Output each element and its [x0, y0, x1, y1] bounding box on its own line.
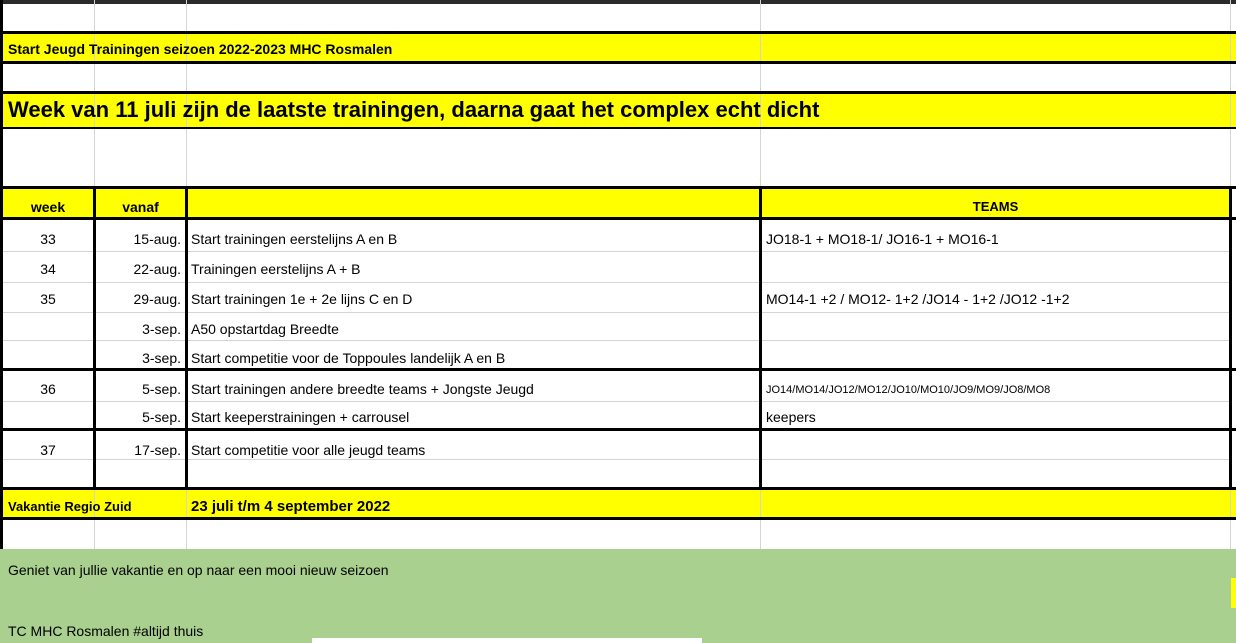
notice-text: Week van 11 juli zijn de laatste trainingen, daarna gaat het complex echt dicht [8, 97, 820, 122]
date-cell[interactable]: 3-sep. [142, 350, 181, 366]
date-cell[interactable]: 22-aug. [133, 261, 181, 277]
vacation-dates[interactable]: 23 juli t/m 4 september 2022 [191, 498, 391, 515]
date-cell[interactable]: 3-sep. [142, 321, 181, 337]
border [0, 31, 1236, 34]
date-cell[interactable]: 17-sep. [134, 442, 181, 458]
week-cell[interactable]: 34 [40, 261, 56, 277]
column-header-week[interactable]: week [30, 199, 66, 215]
activity-cell[interactable]: Start competitie voor alle jeugd teams [191, 442, 426, 458]
border [0, 517, 1236, 520]
week-cell[interactable]: 37 [40, 442, 56, 458]
week-cell[interactable]: 36 [40, 381, 56, 397]
activity-cell[interactable]: Start competitie voor de Toppoules landelijk A en B [191, 350, 506, 366]
date-cell[interactable]: 29-aug. [133, 291, 181, 307]
activity-cell[interactable]: Start trainingen andere breedte teams + Jongste Jeugd [191, 381, 534, 397]
date-cell[interactable]: 15-aug. [133, 231, 181, 247]
teams-cell[interactable]: JO18-1 + MO18-1/ JO16-1 + MO16-1 [766, 231, 999, 247]
footer-edge-marker [1231, 578, 1236, 608]
activity-cell[interactable]: Trainingen eerstelijns A + B [191, 261, 361, 277]
column-header-vanaf[interactable]: vanaf [122, 199, 159, 215]
border [0, 127, 1236, 129]
footer-signature[interactable]: TC MHC Rosmalen #altijd thuis [8, 623, 204, 639]
week-cell[interactable]: 33 [40, 231, 56, 247]
teams-cell[interactable]: keepers [766, 409, 816, 425]
date-cell[interactable]: 5-sep. [142, 381, 181, 397]
teams-cell[interactable]: MO14-1 +2 / MO12- 1+2 /JO14 - 1+2 /JO12 -1+2 [766, 291, 1070, 307]
border [759, 187, 762, 489]
horizontal-scrollbar[interactable] [312, 638, 702, 643]
activity-cell[interactable]: Start trainingen eerstelijns A en B [191, 231, 398, 247]
vacation-label[interactable]: Vakantie Regio Zuid [8, 499, 132, 514]
activity-cell[interactable]: Start trainingen 1e + 2e lijns C en D [191, 291, 413, 307]
title-text: Start Jeugd Trainingen seizoen 2022-2023 MHC Rosmalen [8, 41, 393, 57]
week-cell[interactable]: 35 [40, 291, 56, 307]
border [0, 61, 1236, 64]
date-cell[interactable]: 5-sep. [142, 409, 181, 425]
activity-cell[interactable]: Start keeperstrainingen + carrousel [191, 409, 410, 425]
border [185, 187, 188, 489]
border [1229, 187, 1232, 489]
teams-cell[interactable]: JO14/MO14/JO12/MO12/JO10/MO10/JO9/MO9/JO8/MO8 [766, 384, 1051, 396]
border [0, 91, 1236, 94]
column-header-teams[interactable]: TEAMS [972, 199, 1019, 214]
activity-cell[interactable]: A50 opstartdag Breedte [191, 321, 339, 337]
footer-message[interactable]: Geniet van jullie vakantie en op naar een mooi nieuw seizoen [8, 562, 389, 578]
